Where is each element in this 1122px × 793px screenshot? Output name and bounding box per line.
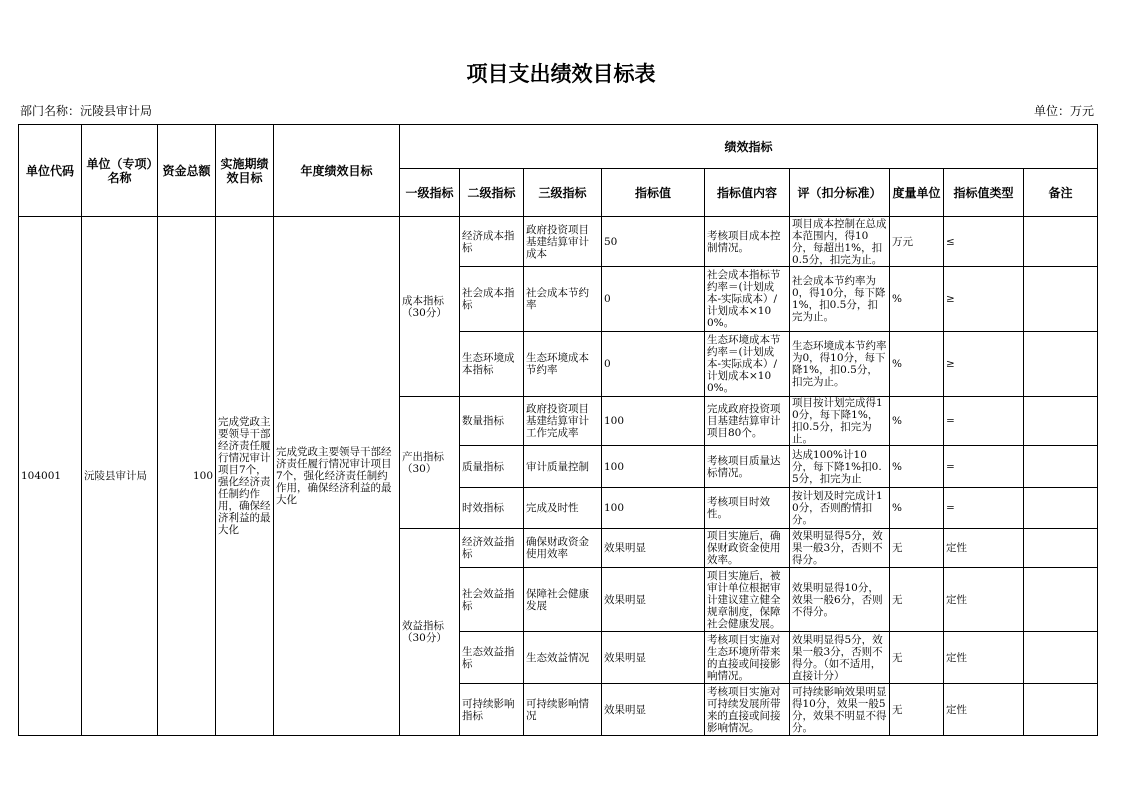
header-value: 指标值 (602, 169, 705, 217)
level2-cell: 可持续影响指标 (460, 684, 524, 736)
header-level1: 一级指标 (400, 169, 460, 217)
header-remark: 备注 (1024, 169, 1098, 217)
scoring-cell: 社会成本节约率为0，得10分，每下降1%，扣0.5分，扣完为止。 (790, 267, 890, 332)
level2-cell: 数量指标 (460, 397, 524, 446)
scoring-cell: 达成100%计10分，每下降1%扣0.5分，扣完为止 (790, 446, 890, 488)
unit-cell: % (890, 267, 944, 332)
unit-cell: 无 (890, 684, 944, 736)
value-cell: 0 (602, 267, 705, 332)
header-scoring: 评（扣分标准） (790, 169, 890, 217)
level1-cell: 成本指标（30分） (400, 217, 460, 397)
value-cell: 100 (602, 397, 705, 446)
level2-cell: 社会成本指标 (460, 267, 524, 332)
remark-cell (1024, 446, 1098, 488)
value-cell: 50 (602, 217, 705, 267)
level3-cell: 政府投资项目基建结算审计成本 (524, 217, 602, 267)
value-cell: 效果明显 (602, 684, 705, 736)
header-level3: 三级指标 (524, 169, 602, 217)
value-cell: 效果明显 (602, 529, 705, 568)
content-cell: 考核项目实施对生态环境所带来的直接或间接影响情况。 (705, 632, 790, 684)
type-cell: ≤ (944, 217, 1024, 267)
header-perf-indicators: 绩效指标 (400, 125, 1098, 169)
unit-cell: 无 (890, 568, 944, 632)
level2-cell: 社会效益指标 (460, 568, 524, 632)
content-cell: 项目实施后，被审计单位根据审计建议建立健全规章制度，保障社会健康发展。 (705, 568, 790, 632)
level3-cell: 确保财政资金使用效率 (524, 529, 602, 568)
header-measure-unit: 度量单位 (890, 169, 944, 217)
unit-code-cell: 104001 (19, 217, 82, 736)
level2-cell: 时效指标 (460, 488, 524, 529)
scoring-cell: 效果明显得5分，效果一般3分，否则不得分。 (790, 529, 890, 568)
level1-cell: 产出指标（30） (400, 397, 460, 529)
unit-name-cell: 沅陵县审计局 (82, 217, 158, 736)
content-cell: 生态环境成本节约率＝(计划成本-实际成本）/计划成本×100%。 (705, 332, 790, 397)
scoring-cell: 生态环境成本节约率为0，得10分，每下降1%，扣0.5分，扣完为止。 (790, 332, 890, 397)
remark-cell (1024, 332, 1098, 397)
unit-cell: % (890, 446, 944, 488)
level3-cell: 生态环境成本节约率 (524, 332, 602, 397)
level2-cell: 生态环境成本指标 (460, 332, 524, 397)
level3-cell: 社会成本节约率 (524, 267, 602, 332)
type-cell: = (944, 446, 1024, 488)
header-unit-code: 单位代码 (19, 125, 82, 217)
level2-cell: 经济效益指标 (460, 529, 524, 568)
unit-cell: 无 (890, 632, 944, 684)
unit-cell: 无 (890, 529, 944, 568)
header-value-content: 指标值内容 (705, 169, 790, 217)
scoring-cell: 项目成本控制在总成本范围内，得10分，每超出1%，扣0.5分，扣完为止。 (790, 217, 890, 267)
remark-cell (1024, 632, 1098, 684)
remark-cell (1024, 529, 1098, 568)
scoring-cell: 效果明显得5分，效果一般3分，否则不得分。（如不适用，直接计分） (790, 632, 890, 684)
total-funds-cell: 100 (158, 217, 216, 736)
header-level2: 二级指标 (460, 169, 524, 217)
page-title: 项目支出绩效目标表 (466, 62, 656, 86)
level1-cell: 效益指标（30分） (400, 529, 460, 736)
content-cell: 项目实施后，确保财政资金使用效率。 (705, 529, 790, 568)
scoring-cell: 项目按计划完成得10分，每下降1%，扣0.5分，扣完为止。 (790, 397, 890, 446)
level2-cell: 质量指标 (460, 446, 524, 488)
type-cell: = (944, 397, 1024, 446)
type-cell: ≥ (944, 332, 1024, 397)
unit-cell: % (890, 397, 944, 446)
department-label: 部门名称：沅陵县审计局 (20, 104, 153, 118)
header-period-goal: 实施期绩效目标 (216, 125, 274, 217)
annual-goal-cell: 完成党政主要领导干部经济责任履行情况审计项目7个，强化经济责任制约作用，确保经济利益的最大化 (274, 217, 400, 736)
content-cell: 考核项目成本控制情况。 (705, 217, 790, 267)
remark-cell (1024, 488, 1098, 529)
value-cell: 100 (602, 446, 705, 488)
level3-cell: 保障社会健康发展 (524, 568, 602, 632)
unit-cell: 万元 (890, 217, 944, 267)
scoring-cell: 按计划及时完成计10分，否则酌情扣分。 (790, 488, 890, 529)
level3-cell: 可持续影响情况 (524, 684, 602, 736)
level3-cell: 生态效益情况 (524, 632, 602, 684)
type-cell: 定性 (944, 632, 1024, 684)
remark-cell (1024, 267, 1098, 332)
remark-cell (1024, 568, 1098, 632)
remark-cell (1024, 217, 1098, 267)
level3-cell: 政府投资项目基建结算审计工作完成率 (524, 397, 602, 446)
unit-label: 单位：万元 (1033, 104, 1094, 118)
scoring-cell: 效果明显得10分，效果一般6分，否则不得分。 (790, 568, 890, 632)
table-row (19, 217, 1098, 267)
header-value-type: 指标值类型 (944, 169, 1024, 217)
period-goal-cell: 完成党政主要领导干部经济责任履行情况审计项目7个，强化经济责任制约作用，确保经济利益的最大化 (216, 217, 274, 736)
header-unit-name: 单位（专项）名称 (82, 125, 158, 217)
value-cell: 0 (602, 332, 705, 397)
content-cell: 考核项目质量达标情况。 (705, 446, 790, 488)
remark-cell (1024, 684, 1098, 736)
remark-cell (1024, 397, 1098, 446)
value-cell: 效果明显 (602, 632, 705, 684)
level2-cell: 生态效益指标 (460, 632, 524, 684)
value-cell: 效果明显 (602, 568, 705, 632)
content-cell: 考核项目时效性。 (705, 488, 790, 529)
level2-cell: 经济成本指标 (460, 217, 524, 267)
header-total-funds: 资金总额 (158, 125, 216, 217)
content-cell: 完成政府投资项目基建结算审计项目80个。 (705, 397, 790, 446)
value-cell: 100 (602, 488, 705, 529)
type-cell: ≥ (944, 267, 1024, 332)
level3-cell: 完成及时性 (524, 488, 602, 529)
type-cell: 定性 (944, 568, 1024, 632)
content-cell: 考核项目实施对可持续发展所带来的直接或间接影响情况。 (705, 684, 790, 736)
level3-cell: 审计质量控制 (524, 446, 602, 488)
header-annual-goal: 年度绩效目标 (274, 125, 400, 217)
content-cell: 社会成本指标节约率＝(计划成本-实际成本）/计划成本×100%。 (705, 267, 790, 332)
type-cell: 定性 (944, 684, 1024, 736)
scoring-cell: 可持续影响效果明显得10分，效果一般5分，效果不明显不得分。 (790, 684, 890, 736)
performance-table (18, 124, 1098, 736)
unit-cell: % (890, 332, 944, 397)
unit-cell: % (890, 488, 944, 529)
type-cell: 定性 (944, 529, 1024, 568)
type-cell: = (944, 488, 1024, 529)
